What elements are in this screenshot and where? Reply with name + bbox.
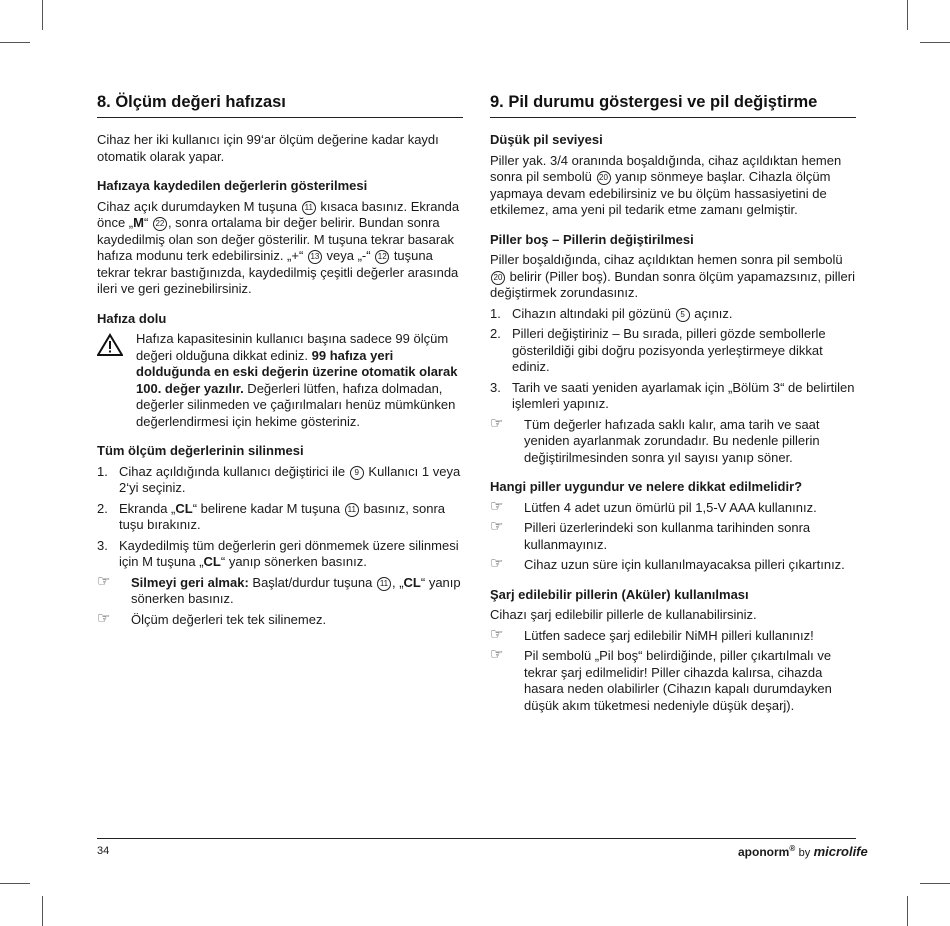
ref-number: 12	[375, 250, 389, 264]
pointing-hand-icon: ☞	[490, 414, 504, 432]
empty-battery-text: Piller boşaldığında, cihaz açıldıktan hemen sonra pil sembolü 20 belirir (Piller boş). Bundan sonra ölçüm yapamazsınız, pilleri değiştirmek zorundasınız.	[490, 252, 855, 300]
crop-mark	[0, 42, 30, 43]
warning-triangle-icon	[97, 333, 123, 357]
list-item: 1. Cihazın altındaki pil gözünü 5 açınız.	[490, 305, 733, 321]
memory-intro: Cihaz her iki kullanıcı için 99‘ar ölçüm değerine kadar kaydı otomatik olarak yapar.	[97, 132, 439, 164]
heading-memory-full: Hafıza dolu	[97, 310, 167, 326]
ref-number: 13	[308, 250, 322, 264]
ref-number: 5	[676, 308, 690, 322]
note-recharge: ☞ Pil sembolü „Pil boş“ belirdiğinde, piller çıkartılmalı ve tekrar şarj edilmelidir! Piller cihazda kalırsa, cihazda hasara neden olabilirler (Cihazın kapalı durumdayken düşük akım tüketmesi nedeniyle düşük deşarj).	[490, 646, 832, 713]
list-item: 3. Kaydedilmiş tüm değerlerin geri dönmemek üzere silinmesi için M tuşuna „CL“ yanıp sönerken basınız.	[97, 537, 459, 569]
pointing-hand-icon: ☞	[490, 555, 504, 572]
ref-number: 11	[377, 577, 391, 591]
ref-number: 22	[153, 217, 167, 231]
heading-which-batteries: Hangi piller uygundur ve nelere dikkat edilmelidir?	[490, 479, 803, 494]
note-memory-kept: ☞ Tüm değerler hafızada saklı kalır, ama tarih ve saat yeniden ayarlanmak zorundadır. Bu nedenle pillerin değiştirilmesinden sonra yıl sayısı yanıp söner.	[490, 414, 820, 465]
crop-mark	[42, 896, 43, 926]
pointing-hand-icon: ☞	[490, 497, 504, 515]
brand-logo: aponorm® by microlife	[738, 844, 868, 859]
pointing-hand-icon: ☞	[490, 646, 504, 663]
ref-number: 11	[345, 503, 359, 517]
page-number: 34	[97, 845, 110, 857]
rechargeable-intro: Cihazı şarj edilebilir pillerle de kullanabilirsiniz.	[490, 607, 757, 622]
crop-mark	[920, 883, 950, 884]
heading-empty-battery: Piller boş – Pillerin değiştirilmesi	[490, 231, 694, 247]
list-item: 1. Cihaz açıldığında kullanıcı değiştirici ile 9 Kullanıcı 1 veya 2‘yi seçiniz.	[97, 463, 461, 495]
crop-mark	[42, 0, 43, 30]
right-column	[490, 90, 856, 718]
pointing-hand-icon: ☞	[490, 518, 504, 535]
ref-number: 20	[491, 271, 505, 285]
footer-divider	[97, 838, 856, 839]
list-item: 3. Tarih ve saati yeniden ayarlamak için „Bölüm 3“ de belirtilen işlemleri yapınız.	[490, 379, 855, 411]
heading-rechargeable: Şarj edilebilir pillerin (Aküler) kullanılması	[490, 586, 749, 602]
crop-mark	[907, 896, 908, 926]
heading-show-memory: Hafızaya kaydedilen değerlerin gösterilmesi	[97, 178, 368, 193]
crop-mark	[920, 42, 950, 43]
section-title-memory: 8. Ölçüm değeri hafızası	[97, 92, 463, 118]
left-column	[97, 90, 463, 632]
ref-number: 20	[597, 171, 611, 185]
pointing-hand-icon: ☞	[97, 609, 111, 627]
heading-delete-all: Tüm ölçüm değerlerinin silinmesi	[97, 443, 304, 458]
pointing-hand-icon: ☞	[97, 572, 111, 590]
note-battery-type: ☞ Lütfen 4 adet uzun ömürlü pil 1,5-V AAA kullanınız.	[490, 497, 817, 515]
note-nimh: ☞ Lütfen sadece şarj edilebilir NiMH pilleri kullanınız!	[490, 625, 814, 643]
section-title-battery: 9. Pil durumu göstergesi ve pil değiştirme	[490, 92, 856, 118]
note-expiry: ☞ Pilleri üzerlerindeki son kullanma tarihinden sonra kullanmayınız.	[490, 518, 811, 552]
pointing-hand-icon: ☞	[490, 625, 504, 643]
ref-number: 11	[302, 201, 316, 215]
crop-mark	[907, 0, 908, 30]
low-battery-text: Piller yak. 3/4 oranında boşaldığında, cihaz açıldıktan hemen sonra pil sembolü 20 yanıp sönmeye başlar. Cihazla ölçüm yapmaya devam edebilirsiniz ve bu ölçüm hassasiyetini de etkilemez, ama yeni pil tedarik etme zamanı gelmiştir.	[490, 152, 842, 217]
ref-number: 9	[350, 466, 364, 480]
heading-low-battery: Düşük pil seviyesi	[490, 132, 603, 147]
note-undo-delete: ☞ Silmeyi geri almak: Başlat/durdur tuşuna 11 , „CL“ yanıp sönerken basınız.	[97, 572, 461, 606]
list-item: 2. Ekranda „CL“ belirene kadar M tuşuna 11 basınız, sonra tuşu bırakınız.	[97, 500, 446, 532]
note-remove: ☞ Cihaz uzun süre için kullanılmayacaksa pilleri çıkartınız.	[490, 555, 845, 572]
note-single-delete: ☞ Ölçüm değerleri tek tek silinemez.	[97, 609, 327, 627]
memory-full-warning: Hafıza kapasitesinin kullanıcı başına sadece 99 ölçüm değeri olduğuna dikkat ediniz. 99 hafıza yeri dolduğunda en eski değerin üzerine otomatik olarak 100. değer yazılır. Değerleri lütfen, hafıza dolmadan, değerler silinmeden ve çağırılmaları henüz mümkünken değerlendirmesi için hekime gösteriniz.	[97, 331, 463, 430]
crop-mark	[0, 883, 30, 884]
list-item: 2. Pilleri değiştiriniz – Bu sırada, pilleri gözde sembollerle gösterildiği gibi doğru pozisyonda yerleştirmeye dikkat ediniz.	[490, 326, 826, 374]
show-memory-text: Cihaz açık durumdayken M tuşuna 11 kısaca basınız. Ekranda önce „M“ 22 , sonra ortalama bir değer belirir. Bundan sonra kaydedilmiş olan son değer gösterilir. M tuşuna tekrar basarak hafıza modunu terk edebilirsiniz. „+“ 13 veya „-“ 12 tuşuna tekrar tekrar bastığınızda, kaydedilmiş çeşitli değerler arasında ileri ve geri gezinebilirsiniz.	[97, 198, 460, 296]
